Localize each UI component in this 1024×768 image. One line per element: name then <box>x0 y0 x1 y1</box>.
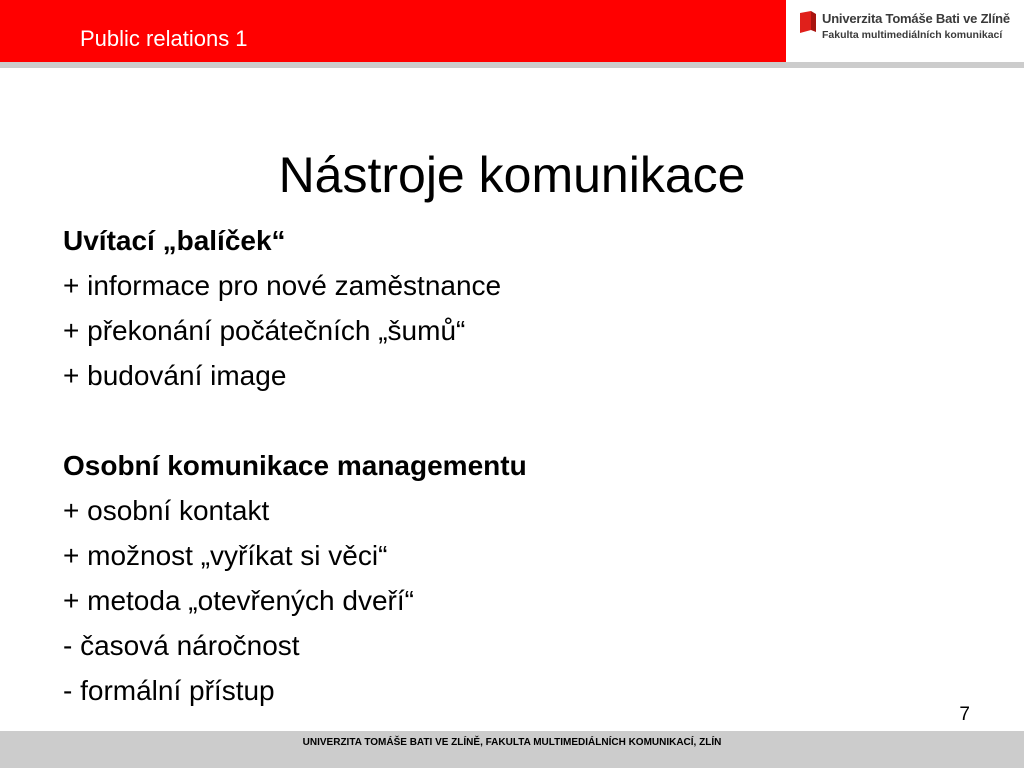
header-divider <box>0 62 1024 68</box>
logo-university-name: Univerzita Tomáše Bati ve Zlíně <box>822 11 1010 26</box>
book-logo-icon <box>800 11 816 33</box>
bullet-item: + překonání počátečních „šumů“ <box>63 315 466 346</box>
bullet-item: - formální přístup <box>63 675 275 706</box>
bullet-item: + možnost „vyříkat si věci“ <box>63 540 388 571</box>
bullet-item: + metoda „otevřených dveří“ <box>63 585 414 616</box>
bullet-item: + informace pro nové zaměstnance <box>63 270 502 301</box>
slide-title: Nástroje komunikace <box>278 147 746 203</box>
university-logo <box>786 0 1024 62</box>
page-number: 7 <box>959 704 970 725</box>
logo-faculty-name: Fakulta multimediálních komunikací <box>822 29 1003 41</box>
bullet-item: + osobní kontakt <box>63 495 270 526</box>
slide-body <box>63 218 963 713</box>
bullet-item: + budování image <box>63 360 287 391</box>
section-heading: Uvítací „balíček“ <box>63 225 286 256</box>
footer-text: UNIVERZITA TOMÁŠE BATI VE ZLÍNĚ, FAKULTA MULTIMEDIÁLNÍCH KOMUNIKACÍ, ZLÍN <box>302 737 722 748</box>
blank-line <box>63 398 963 443</box>
course-title: Public relations 1 <box>80 26 248 51</box>
header-bar <box>0 0 786 62</box>
bullet-item: - časová náročnost <box>63 630 300 661</box>
section-heading: Osobní komunikace managementu <box>63 450 527 481</box>
